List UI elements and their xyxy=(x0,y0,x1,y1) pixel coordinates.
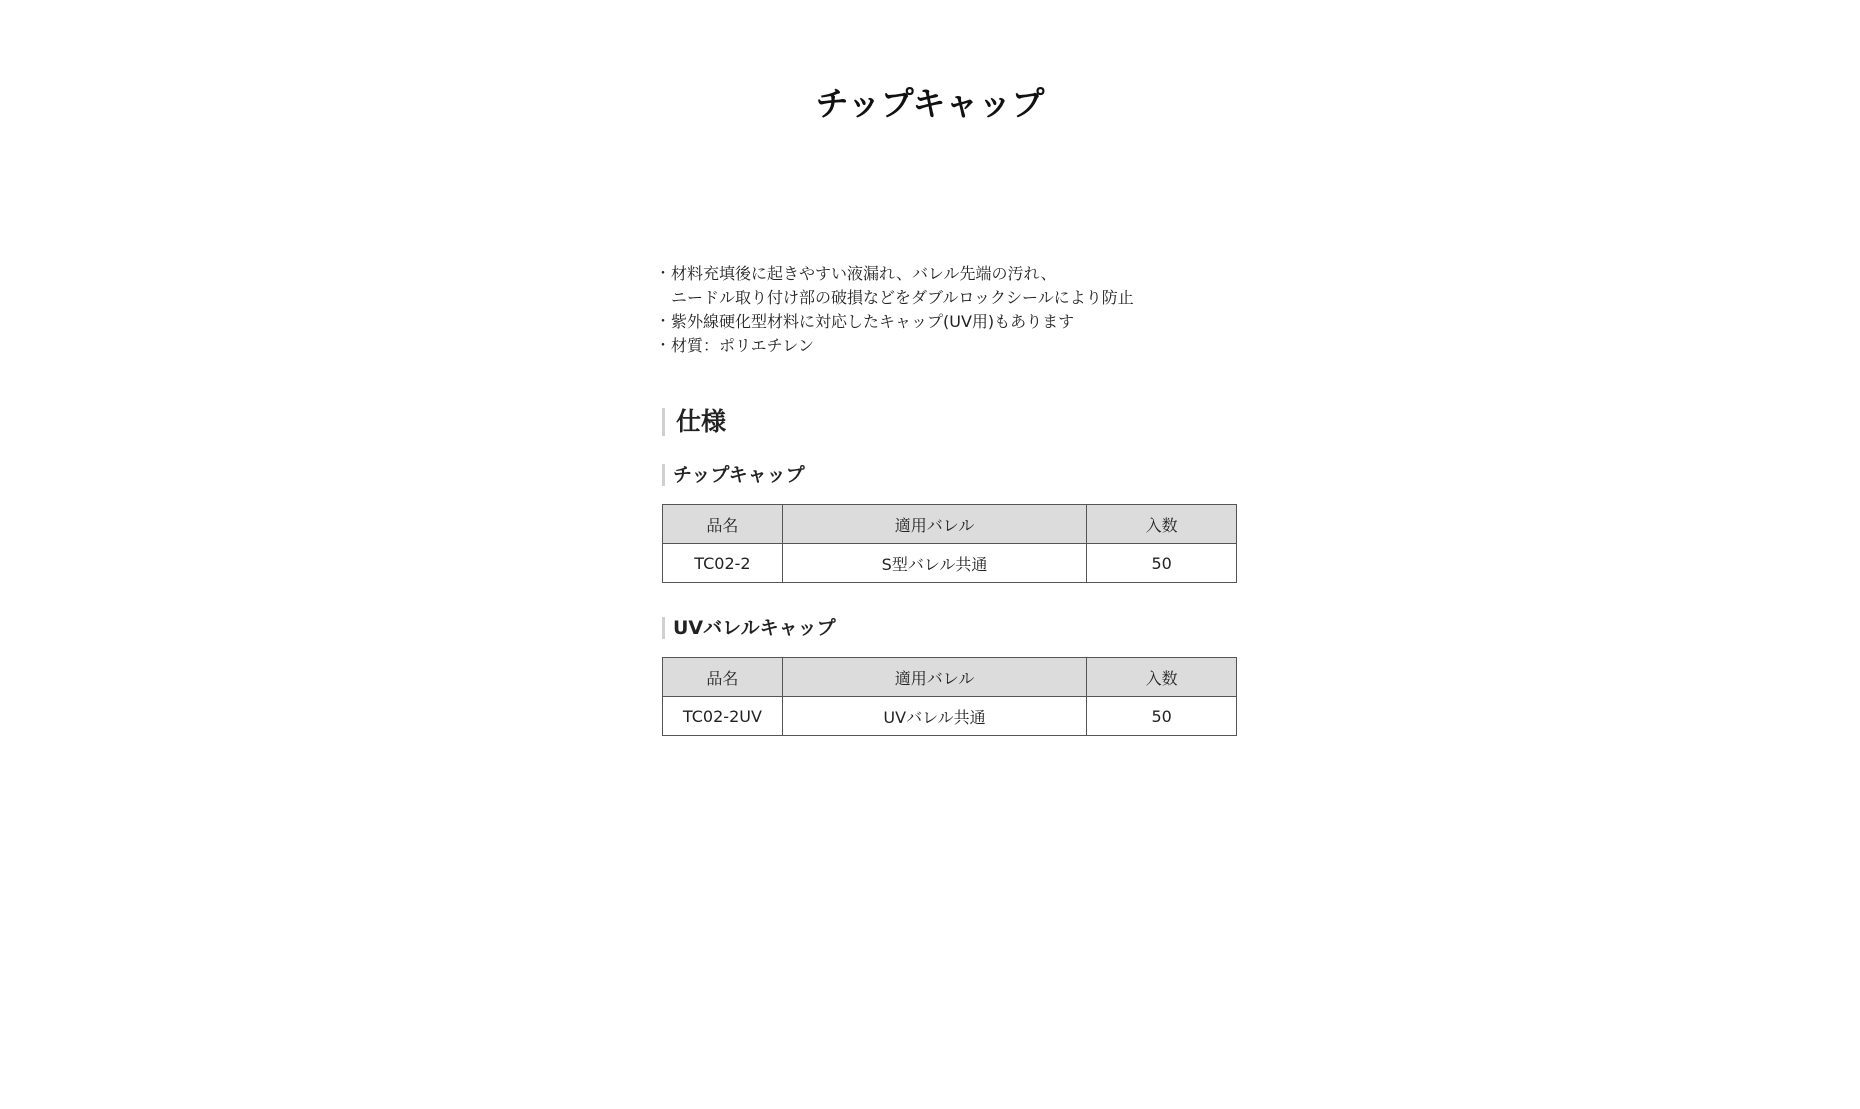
cell-applicable-barrel: S型バレル共通 xyxy=(782,544,1086,583)
spec-heading: 仕様 xyxy=(662,408,1242,436)
table-row xyxy=(663,697,1237,736)
table-header-row xyxy=(663,505,1237,544)
feature-item: ・ 紫外線硬化型材料に対応したキャップ(UV用)もあります xyxy=(662,310,1242,334)
tip-cap-heading: チップキャップ xyxy=(662,464,1242,486)
page-title: チップキャップ xyxy=(815,84,1045,123)
uv-barrel-cap-table xyxy=(662,657,1237,736)
cell-product-name: TC02-2 xyxy=(663,544,783,583)
content-area xyxy=(662,262,1242,736)
table-row xyxy=(663,544,1237,583)
table-header-row xyxy=(663,658,1237,697)
feature-list xyxy=(662,262,1242,358)
cell-quantity: 50 xyxy=(1087,544,1237,583)
feature-item: ・ 材質：ポリエチレン xyxy=(662,334,1242,358)
header-quantity: 入数 xyxy=(1087,505,1237,544)
uv-barrel-cap-heading: UVバレルキャップ xyxy=(662,617,1242,639)
header-product-name: 品名 xyxy=(663,658,783,697)
feature-item: ・ 材料充填後に起きやすい液漏れ、バレル先端の汚れ、 ニードル取り付け部の破損などをダブルロックシールにより防止 xyxy=(662,262,1242,310)
tip-cap-table xyxy=(662,504,1237,583)
header-product-name: 品名 xyxy=(663,505,783,544)
header-applicable-barrel: 適用バレル xyxy=(782,505,1086,544)
header-quantity: 入数 xyxy=(1087,658,1237,697)
cell-applicable-barrel: UVバレル共通 xyxy=(782,697,1086,736)
cell-product-name: TC02-2UV xyxy=(663,697,783,736)
cell-quantity: 50 xyxy=(1087,697,1237,736)
header-applicable-barrel: 適用バレル xyxy=(782,658,1086,697)
